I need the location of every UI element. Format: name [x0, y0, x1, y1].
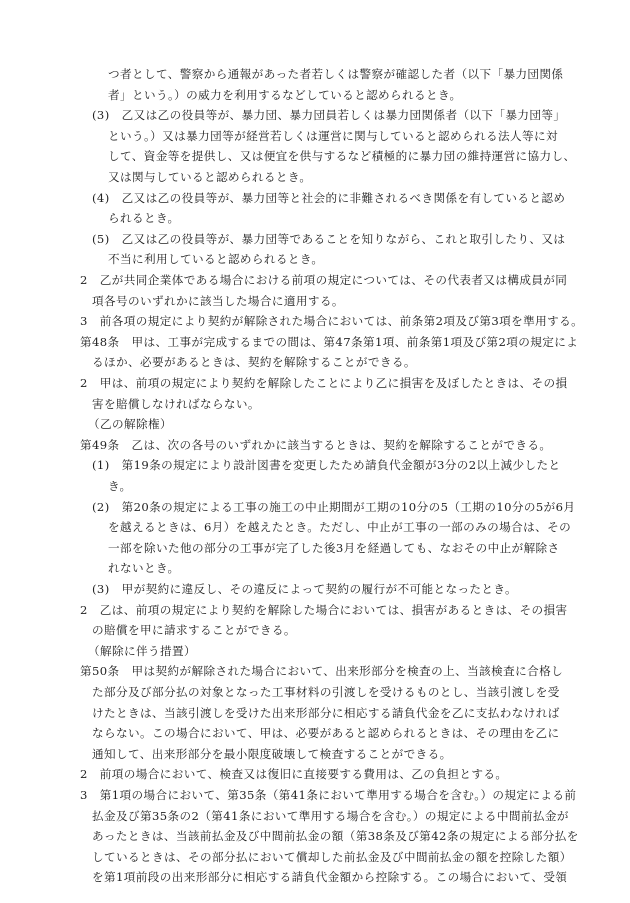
text-line: 3 前各項の規定により契約が解除された場合においては、前条第2項及び第3項を準用する。 — [80, 314, 584, 329]
text-line: (2) 第20条の規定による工事の施工の中止期間が工期の10分の5（工期の10分の5が6月 — [92, 499, 576, 514]
text-line: 3 第1項の場合において、第35条（第41条において準用する場合を含む。）の規定による前 — [80, 788, 577, 802]
text-line: 2 乙が共同企業体である場合における前項の規定については、その代表者又は構成員が同 — [80, 273, 568, 287]
text-line: (5) 乙又は乙の役員等が、暴力団等であることを知りながら、これと取引したり、又は — [92, 231, 566, 246]
text-line: けたときは、当該引渡しを受けた出来形部分に相応する請負代金を乙に支払わなければ — [92, 705, 560, 720]
text-line: 2 甲は、前項の規定により契約を解除したことにより乙に損害を及ぼしたときは、その損 — [80, 376, 568, 390]
text-line: 払金及び第35条の2（第41条において準用する場合を含む。）の規定による中間前払金が — [92, 808, 569, 823]
text-line: られるとき。 — [108, 211, 180, 226]
text-line: (3) 甲が契約に違反し、その違反によって契約の履行が不可能となったとき。 — [92, 582, 517, 596]
text-line: き。 — [108, 479, 132, 493]
text-line: 者」という。）の威力を利用するなどしていると認められるとき。 — [108, 87, 462, 102]
text-line: ならない。この場合において、甲は、必要があると認められるときは、その理由を乙に — [92, 726, 560, 741]
text-line: して、資金等を提供し、又は便宜を供与するなど積極的に暴力団の維持運営に協力し、 — [108, 149, 576, 164]
text-line: あったときは、当該前払金及び中間前払金の額（第38条及び第42条の規定による部分払を — [92, 829, 579, 844]
section-caption: （乙の解除権） — [88, 417, 172, 432]
text-line: つ者として、警察から通報があった者若しくは警察が確認した者（以下「暴力団関係 — [108, 67, 564, 81]
text-line: (1) 第19条の規定により設計図書を変更したため請負代金額が3分の2以上減少したと — [92, 458, 561, 473]
text-line: 又は関与していると認められるとき。 — [108, 170, 312, 184]
text-line: 項各号のいずれかに該当した場合に適用する。 — [92, 293, 344, 308]
text-line: 2 乙は、前項の規定により契約を解除した場合においては、損害があるときは、その損害 — [80, 602, 568, 617]
text-line: の賠償を甲に請求することができる。 — [92, 623, 296, 638]
section-caption: （解除に伴う措置） — [88, 643, 196, 658]
text-line: を第1項前段の出来形部分に相応する請負代金額から控除する。この場合において、受領 — [92, 870, 568, 885]
article-48-heading: 第48条 甲は、工事が完成するまでの間は、第47条第1項、前条第1項及び第2項の規定によ — [80, 334, 579, 349]
text-line: るほか、必要があるときは、契約を解除することができる。 — [92, 355, 416, 370]
text-line: 一部を除いた他の部分の工事が完了した後3月を経過しても、なおその中止が解除さ — [108, 540, 560, 555]
text-line: を越えるときは、6月）を越えたとき。ただし、中止が工事の一部のみの場合は、その — [108, 520, 572, 535]
text-line: (3) 乙又は乙の役員等が、暴力団、暴力団員若しくは暴力団関係者（以下「暴力団等」 — [92, 108, 566, 123]
text-line: 2 前項の場合において、検査又は復旧に直接要する費用は、乙の負担とする。 — [80, 767, 508, 782]
text-line: しているときは、その部分払において償却した前払金及び中間前払金の額を控除した額） — [92, 849, 572, 864]
text-line: という。）又は暴力団等が経営若しくは運営に関与していると認められる法人等に対 — [108, 128, 558, 143]
article-49-heading: 第49条 乙は、次の各号のいずれかに該当するときは、契約を解除することができる。 — [80, 437, 552, 452]
text-line: れないとき。 — [108, 561, 180, 576]
text-line: 不当に利用していると認められるとき。 — [108, 252, 324, 267]
text-line: 害を賠償しなければならない。 — [92, 396, 260, 411]
text-line: 通知して、出来形部分を最小限度破壊して検査することができる。 — [92, 746, 452, 761]
text-line: (4) 乙又は乙の役員等が、暴力団等と社会的に非難されるべき関係を有していると認め — [92, 190, 566, 205]
article-50-heading: 第50条 甲は契約が解除された場合において、出来形部分を検査の上、当該検査に合格し — [80, 664, 564, 679]
text-line: た部分及び部分払の対象となった工事材料の引渡しを受けるものとし、当該引渡しを受 — [92, 685, 560, 699]
